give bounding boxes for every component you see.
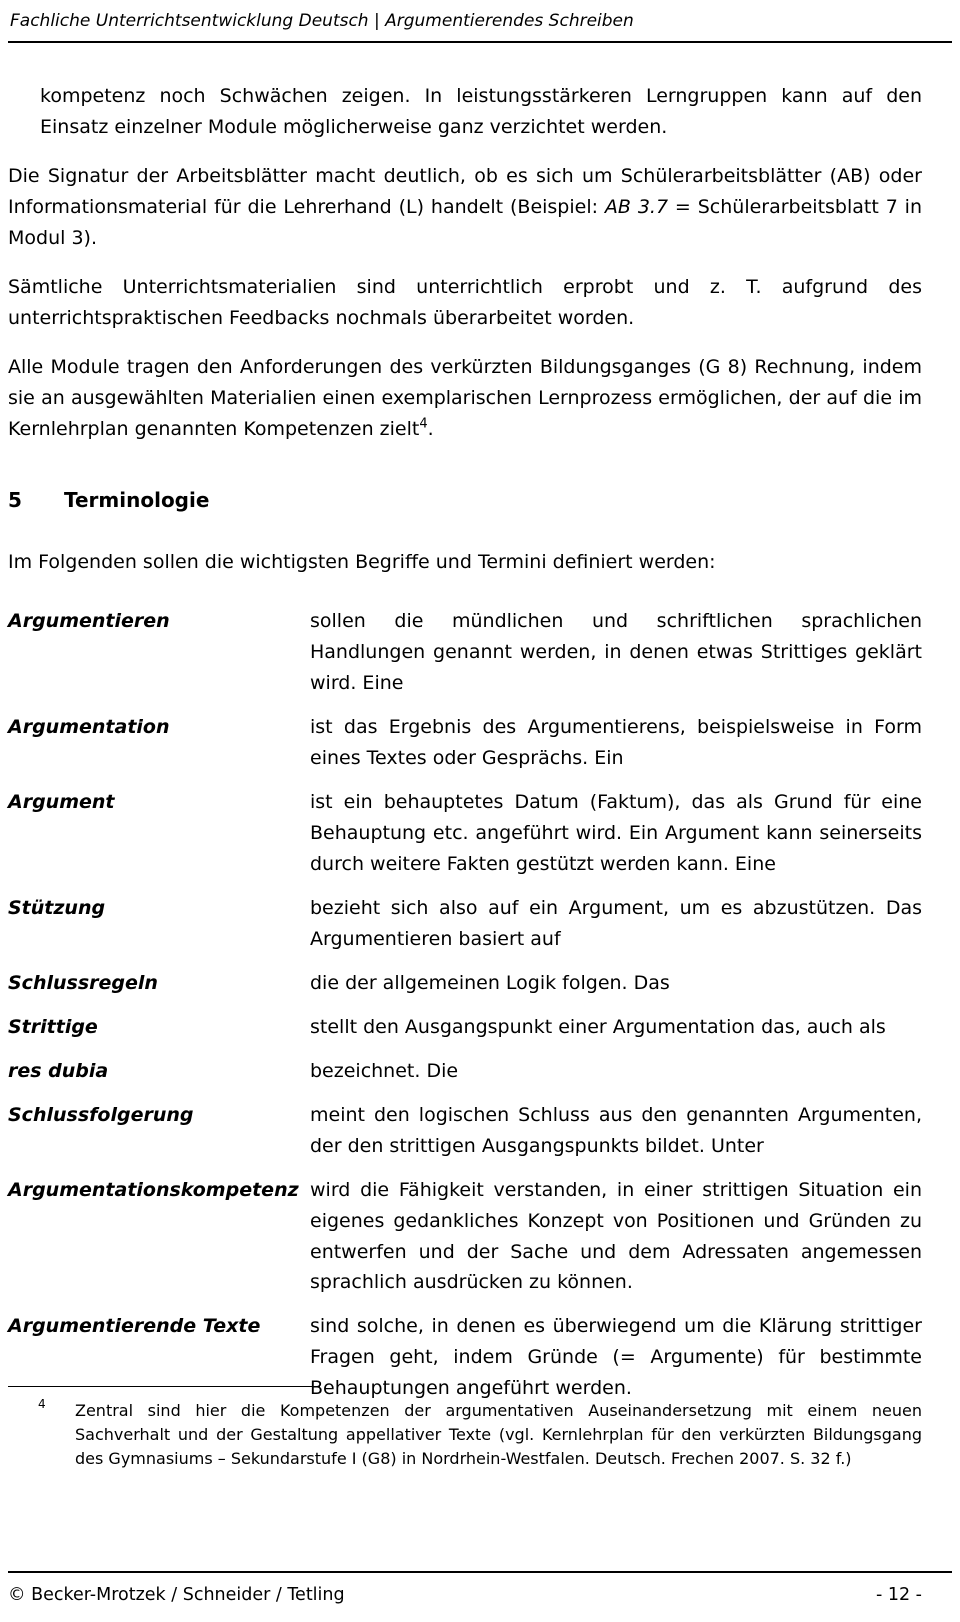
definition-text: sind solche, in denen es überwiegend um die Klärung strittiger Fragen geht, indem Gründe (= Argumente) für bestimmte Behauptungen angeführt werden. bbox=[310, 1315, 922, 1400]
definition-list bbox=[8, 606, 922, 1404]
definition-term: Argumentationskompetenz bbox=[8, 1178, 299, 1201]
definition-text: stellt den Ausgangspunkt einer Argumentation das, auch als bbox=[310, 1015, 886, 1038]
paragraph bbox=[40, 81, 922, 143]
paragraph-text: . bbox=[427, 417, 434, 440]
page-footer bbox=[8, 1571, 952, 1610]
definition-term: Argumentierende Texte bbox=[8, 1315, 261, 1338]
definition-text: meint den logischen Schluss aus den genannten Argumenten, der den strittigen Ausgangspunkts bildet. Unter bbox=[310, 1103, 922, 1157]
footer-divider bbox=[8, 1571, 952, 1573]
definitions-intro: Im Folgenden sollen die wichtigsten Begriffe und Termini definiert werden: bbox=[8, 551, 716, 574]
footer-page-number: - 12 - bbox=[875, 1585, 922, 1606]
definition-text: bezieht sich also auf ein Argument, um es abzustützen. Das Argumentieren basiert auf bbox=[310, 896, 922, 950]
definition-term: Stützung bbox=[8, 896, 106, 919]
footnote-divider bbox=[8, 1386, 320, 1387]
page-header bbox=[8, 10, 952, 43]
footer-copyright: © Becker-Mrotzek / Schneider / Tetling bbox=[8, 1585, 345, 1606]
paragraph-text: Alle Module tragen den Anforderungen des verkürzten Bildungsganges (G 8) Rechnung, indem sie an ausgewählten Materialien einen exemplarischen Lernprozess ermöglichen, der auf die im Kernlehrplan genannten Kompetenzen zielt bbox=[8, 355, 922, 440]
definition-text: sollen die mündlichen und schriftlichen sprachlichen Handlungen genannt werden, in denen etwas Strittiges geklärt wird. Eine bbox=[310, 610, 922, 694]
paragraph bbox=[8, 352, 922, 445]
paragraphs bbox=[8, 81, 922, 445]
footnote-text: Zentral sind hier die Kompetenzen der argumentativen Auseinandersetzung mit einem neuen Sachverhalt und der Gestaltung appellativer Texte (vgl. Kernlehrplan für den verkürzten Bildungsgang des Gymnasiums – Sekundarstufe I (G8) in Nordrhein-Westfalen. Deutsch. Frechen 2007. S. 32 f.) bbox=[75, 1401, 922, 1468]
definition-term: Argumentation bbox=[8, 715, 170, 738]
document-body bbox=[8, 81, 922, 1405]
header-title: Fachliche Unterrichtsentwicklung Deutsch | Argumentierendes Schreiben bbox=[10, 11, 634, 31]
paragraph bbox=[8, 161, 922, 254]
footer-row bbox=[8, 1581, 952, 1610]
definition-text: bezeichnet. Die bbox=[310, 1059, 459, 1082]
definition-text: ist ein behauptetes Datum (Faktum), das als Grund für eine Behauptung etc. angeführt wird. Ein Argument kann seinerseits durch weitere Fakten gestützt werden kann. Eine bbox=[310, 790, 922, 875]
footnote bbox=[8, 1399, 922, 1471]
footnote-reference: 4 bbox=[419, 416, 428, 432]
definition-text: wird die Fähigkeit verstanden, in einer strittigen Situation ein eigenes gedankliches Konzept von Positionen und Gründen zu entwerfen und der Sache und dem Adressaten angemessen sprachlich ausdrücken zu können. bbox=[310, 1178, 922, 1294]
definition-text: die der allgemeinen Logik folgen. Das bbox=[310, 971, 670, 994]
section-heading bbox=[8, 484, 922, 517]
definition-term: Schlussfolgerung bbox=[8, 1103, 194, 1126]
paragraph bbox=[8, 272, 922, 334]
footnote-block bbox=[8, 1386, 922, 1471]
section-number: 5 bbox=[8, 488, 22, 513]
section-title: Terminologie bbox=[64, 488, 210, 513]
paragraph-text: = Schülerarbeitsblatt 7 in Modul 3). bbox=[8, 195, 922, 249]
definition-text: ist das Ergebnis des Argumentierens, beispielsweise in Form eines Textes oder Gesprächs. Ein bbox=[310, 715, 922, 769]
definition-term: Argument bbox=[8, 790, 115, 813]
footnote-number: 4 bbox=[38, 1397, 46, 1411]
paragraph-text: Die Signatur der Arbeitsblätter macht deutlich, ob es sich um Schülerarbeitsblätter (AB) oder Informationsmaterial für die Lehrerhand (L) handelt (Beispiel: bbox=[8, 164, 922, 218]
header-divider bbox=[8, 41, 952, 43]
paragraph-text: kompetenz noch Schwächen zeigen. In leistungsstärkeren Lerngruppen kann auf den Einsatz einzelner Module möglicherweise ganz verzichtet werden. bbox=[40, 84, 922, 138]
definition-term: Argumentieren bbox=[8, 610, 170, 633]
definition-term: Strittige bbox=[8, 1015, 98, 1038]
paragraph-text: AB 3.7 bbox=[604, 195, 669, 218]
paragraph-text: Sämtliche Unterrichtsmaterialien sind unterrichtlich erprobt und z. T. aufgrund des unterrichtspraktischen Feedbacks nochmals überarbeitet worden. bbox=[8, 275, 922, 329]
definition-term: Schlussregeln bbox=[8, 971, 158, 994]
definition-term: res dubia bbox=[8, 1059, 109, 1082]
